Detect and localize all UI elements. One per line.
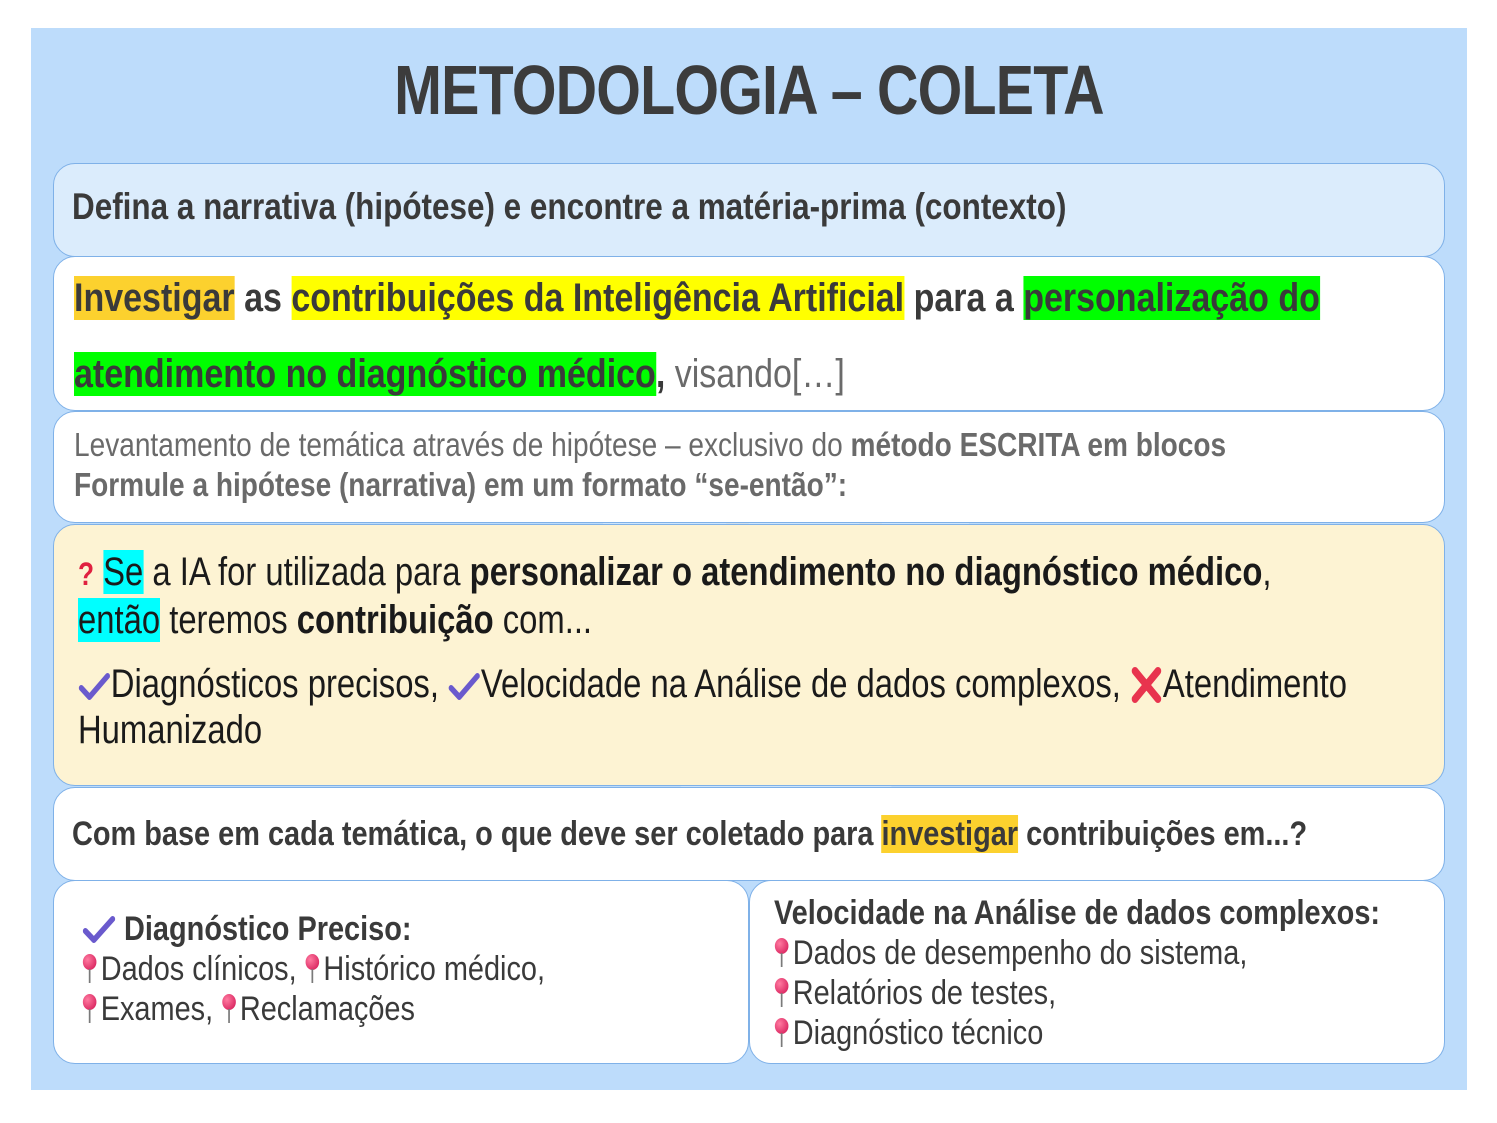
pin-icon — [305, 954, 320, 984]
objective-verb: Investigar — [74, 276, 235, 320]
cross-icon — [1130, 665, 1163, 705]
speed-item: Dados de desempenho do sistema, — [792, 934, 1248, 972]
hypothesis-box — [53, 524, 1445, 786]
objective-word: para a — [913, 276, 1014, 320]
method-name: método ESCRITA em blocos — [850, 426, 1227, 463]
hypothesis-text: a IA for utilizada para — [143, 550, 470, 594]
pin-icon — [774, 1018, 789, 1048]
hypothesis-text: com... — [493, 598, 593, 642]
objective-subject: contribuições da Inteligência Artificial — [291, 276, 905, 320]
objective-ellipsis: visando[…] — [665, 352, 845, 396]
page-title: METODOLOGIA – COLETA — [394, 51, 1104, 129]
pin-icon — [774, 978, 789, 1008]
question-post: contribuições em...? — [1018, 815, 1308, 853]
objective-word: as — [244, 276, 282, 320]
pin-icon — [82, 954, 97, 984]
objective-line-2 — [74, 343, 845, 405]
keyword-entao: então — [78, 598, 161, 642]
speed-box — [749, 880, 1445, 1064]
narrative-prompt-box — [53, 163, 1445, 257]
diagnostic-content — [82, 909, 545, 1029]
hypothesis-text: teremos — [160, 598, 297, 642]
pin-icon — [82, 994, 97, 1024]
question-pre: Com base em cada temática, o que deve ser coletado para — [72, 815, 882, 853]
check-icon — [448, 672, 481, 700]
diagnostic-item: Exames, — [100, 990, 214, 1028]
slide — [31, 28, 1467, 1090]
hypothesis-action: personalizar o atendimento no diagnóstico médico — [469, 550, 1263, 594]
hypothesis-line-1 — [78, 547, 1445, 599]
pin-icon — [774, 938, 789, 968]
hypothesis-item-cont: Humanizado — [78, 708, 263, 752]
hypothesis-item: Atendimento — [1162, 662, 1348, 706]
objective-line-1 — [74, 267, 1320, 329]
speed-content — [774, 893, 1380, 1053]
hypothesis-item: Velocidade na Análise de dados complexos, — [480, 662, 1121, 706]
question-box — [53, 787, 1445, 881]
diagnostic-item: Reclamações — [239, 990, 415, 1028]
question-icon: ? — [78, 556, 95, 592]
hypothesis-comma: , — [1262, 550, 1272, 594]
pin-icon — [221, 994, 236, 1024]
speed-item: Relatórios de testes, — [792, 974, 1057, 1012]
method-box — [53, 411, 1445, 523]
objective-context: personalização do — [1023, 276, 1320, 320]
method-line-1 — [74, 426, 1226, 464]
diagnostic-box — [53, 880, 749, 1064]
check-icon — [78, 672, 111, 700]
hypothesis-line-2 — [78, 595, 592, 645]
method-text: Levantamento de temática através de hipótese – exclusivo do — [74, 426, 851, 463]
check-icon — [82, 915, 116, 943]
objective-box — [53, 256, 1445, 411]
question-keyword: investigar — [881, 815, 1019, 853]
objective-comma: , — [655, 352, 666, 396]
keyword-se: Se — [103, 550, 144, 594]
diagnostic-heading: Diagnóstico Preciso: — [124, 910, 412, 948]
hypothesis-items — [78, 659, 1347, 709]
question-text — [72, 810, 1307, 858]
objective-context-cont: atendimento no diagnóstico médico — [74, 352, 656, 396]
narrative-prompt-text: Defina a narrativa (hipótese) e encontre a matéria-prima (contexto) — [72, 186, 1067, 227]
speed-item: Diagnóstico técnico — [792, 1014, 1044, 1052]
hypothesis-result: contribuição — [296, 598, 494, 642]
diagnostic-item: Dados clínicos, — [100, 950, 297, 988]
speed-heading: Velocidade na Análise de dados complexos: — [774, 894, 1381, 932]
diagnostic-item: Histórico médico, — [323, 950, 546, 988]
method-line-2: Formule a hipótese (narrativa) em um formato “se-então”: — [74, 466, 848, 503]
hypothesis-item: Diagnósticos precisos, — [110, 662, 439, 706]
